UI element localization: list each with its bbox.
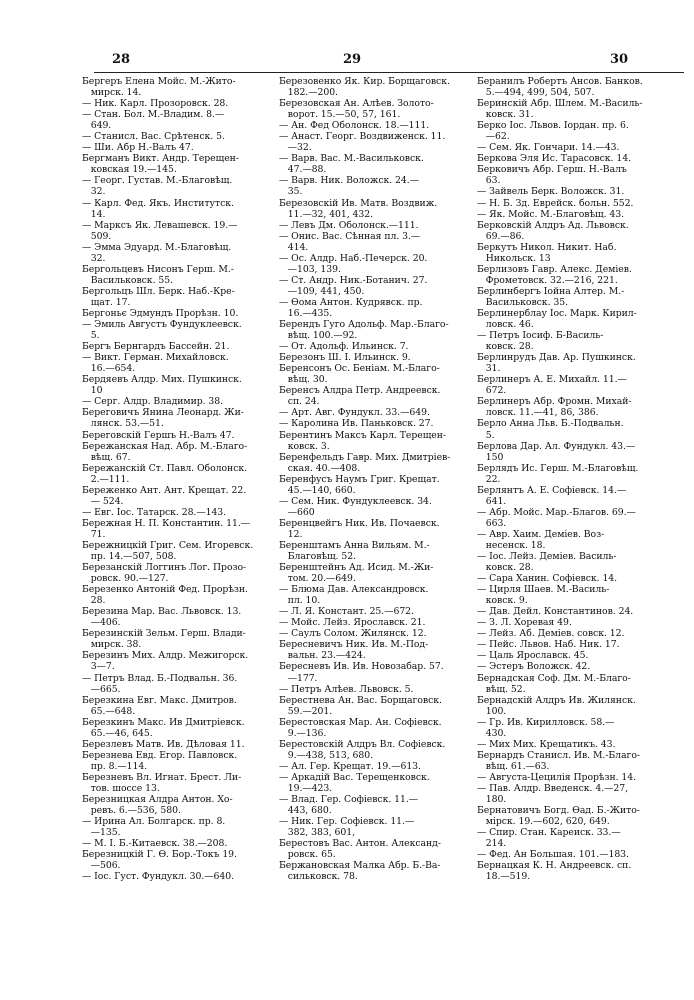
directory-entry-line: — Гр. Ив. Кирилловск. 58.— (477, 716, 615, 728)
directory-entry-line: — Пейс. Львов. Наб. Ник. 17. (477, 639, 620, 651)
directory-entry-line: пл. 10. (279, 595, 321, 607)
directory-entry-line: 180. (477, 794, 507, 806)
directory-entry-line: Берко Іос. Львов. Іордан. пр. 6. (477, 120, 629, 132)
directory-entry-line: 71. (82, 528, 106, 540)
directory-entry-line: ковск. 31. (477, 109, 534, 121)
directory-entry-line: — Мойс. Лейз. Ярославск. 21. (279, 617, 426, 629)
directory-entry-line: — Спир. Стан. Кареиск. 33.— (477, 827, 621, 839)
directory-entry-line: Берестовъ Вас. Антон. Александ- (279, 838, 441, 850)
directory-entry-line: 430. (477, 727, 507, 739)
directory-entry-line: Беренштейнъ Ад. Исид. М.-Жи- (279, 562, 434, 574)
directory-entry-line: — Ник. Гер. Софіевск. 11.— (279, 816, 415, 828)
directory-entry-line: Бережанскій Ст. Павл. Оболонск. (82, 462, 248, 474)
directory-entry-line: Берковскій Алдръ Ад. Львовск. (477, 219, 629, 231)
directory-entry-line: ревъ. 6.—536, 580. (82, 805, 181, 817)
directory-entry-line: — М. І. Б.-Китаевск. 38.—208. (82, 838, 228, 850)
directory-entry-line: Беренфельдъ Гавр. Мих. Дмитріев- (279, 451, 451, 463)
directory-entry-line: Бернадская Соф. Дм. М.-Благо- (477, 672, 631, 684)
directory-entry-line: Беркова Эля Ис. Тарасовск. 14. (477, 153, 631, 165)
directory-entry-line: 2.—111. (82, 473, 130, 485)
directory-entry-line: — Карл. Фед. Якъ. Институтск. (82, 197, 234, 209)
directory-entry-line: — Іос. Лейз. Деміев. Василь- (477, 551, 617, 563)
directory-entry-line: — Петръ Влад. Б.-Подвальн. 36. (82, 672, 238, 684)
directory-entry-line: 182.—200. (279, 87, 338, 99)
directory-entry-line: — Зайвель Берк. Воложск. 31. (477, 186, 625, 198)
directory-entry-line: Береговскій Гершъ Н.-Валъ 47. (82, 429, 235, 441)
directory-entry-line: ловск. 46. (477, 319, 534, 331)
directory-entry-line: Никольск. 13 (477, 252, 551, 264)
header-rule (94, 72, 684, 73)
directory-entry-line: — Эмиль Августъ Фундуклеевск. (82, 319, 242, 331)
directory-entry-line: — Ши. Абр Н.-Валъ 47. (82, 142, 194, 154)
directory-entry-line: 11.—32, 401, 432. (279, 208, 374, 220)
directory-entry-line: Березнева Евд. Егор. Павловск. (82, 749, 238, 761)
directory-entry-line: Березинъ Мих. Алдр. Межигорск. (82, 650, 249, 662)
directory-entry-line: — Цаль Ярославск. 45. (477, 650, 589, 662)
directory-entry-line: Бергольцевъ Нисонъ Герш. М.- (82, 263, 234, 275)
directory-entry-line: — Ос. Алдр. Наб.-Печерск. 20. (279, 252, 428, 264)
directory-entry-line: 31. (477, 363, 501, 375)
directory-entry-line: сильковск. 78. (279, 871, 358, 883)
directory-entry-line: Берентинъ Максъ Карл. Терещен- (279, 429, 446, 441)
directory-entry-line: — Каролина Ив. Паньковск. 27. (279, 418, 434, 430)
directory-entry-line: —177. (279, 672, 318, 684)
page-number-center: 29 (343, 52, 362, 67)
directory-entry-line: Бергъ Бернгардъ Бассейн. 21. (82, 341, 230, 353)
directory-entry-line: Березовская Ан. Алѣев. Золото- (279, 98, 434, 110)
directory-entry-line: Березовенко Як. Кир. Борщаговск. (279, 76, 450, 87)
directory-entry-line: 5. (82, 330, 100, 342)
directory-entry-line: — Анаст. Георг. Воздвиженск. 11. (279, 131, 446, 143)
directory-entry-line: Берлинбергъ Іойна Алтер. М.- (477, 285, 625, 297)
directory-entry-line: — Арт. Авг. Фундукл. 33.—649. (279, 407, 430, 419)
directory-entry-line: 414. (279, 241, 309, 253)
directory-entry-line: Берлинеръ А. Е. Михайл. 11.— (477, 374, 627, 386)
directory-entry-line: — Саулъ Солом. Жилянск. 12. (279, 628, 427, 640)
directory-entry-line: — Пав. Алдр. Введенск. 4.—27, (477, 783, 629, 794)
directory-entry-line: Берестовская Мар. Ан. Софіевск. (279, 716, 442, 728)
directory-entry-line: Бернацкая К. Н. Андреевск. сп. (477, 860, 632, 872)
directory-entry-line: — Сем. Як. Гончари. 14.—43. (477, 142, 620, 154)
directory-entry-line: —660 (279, 506, 315, 518)
directory-entry-line: 10 (82, 385, 103, 397)
directory-entry-line: —103, 139. (279, 263, 341, 275)
directory-entry-line: 9.—438, 513, 680. (279, 749, 374, 761)
directory-entry-line: — Петръ Алѣев. Львовск. 5. (279, 683, 414, 695)
directory-entry-line: — Ан. Фед Оболонск. 18.—111. (279, 120, 430, 132)
directory-entry-line: мірск. 19.—602, 620, 649. (477, 816, 610, 828)
directory-entry-line: ковск. 28. (477, 341, 534, 353)
directory-entry-line: — Ирина Ал. Болгарск. пр. 8. (82, 816, 226, 828)
directory-entry-line: Бергманъ Викт. Андр. Терещен- (82, 153, 239, 165)
directory-entry-line: 65.—46, 645. (82, 727, 153, 739)
directory-entry-line: —62. (477, 131, 510, 143)
directory-entry-line: — Серг. Алдр. Владимир. 38. (82, 396, 224, 408)
directory-entry-line: ковск. 28. (477, 562, 534, 574)
directory-entry-line: 14. (82, 208, 106, 220)
directory-entry-line: мирск. 14. (82, 87, 142, 99)
directory-entry-line: — Варв. Ник. Воложск. 24.— (279, 175, 419, 187)
page-number-left: 28 (112, 52, 131, 67)
directory-entry-line: —135. (82, 827, 121, 839)
directory-entry-line: 649. (82, 120, 112, 132)
directory-entry-line: — Блюма Дав. Александровск. (279, 584, 429, 596)
directory-entry-line: Васильковск. 35. (477, 296, 569, 308)
directory-entry-line: — 524. (82, 495, 124, 507)
directory-entry-line: Бержановская Малка Абр. Б.-Ва- (279, 860, 441, 872)
directory-entry-line: 69.—86. (477, 230, 525, 242)
directory-entry-line: — Сем. Ник. Фундуклеевск. 34. (279, 495, 432, 507)
directory-entry-line: лянск. 53.—51. (82, 418, 164, 430)
directory-entry-line: — Стан. Бол. М.-Владим. 8.— (82, 109, 225, 121)
directory-entry-line: Березинскій Зельм. Герш. Влади- (82, 628, 246, 640)
directory-entry-line: 18.—519. (477, 871, 531, 883)
directory-entry-line: — Сара Ханин. Софіевск. 14. (477, 573, 618, 585)
directory-entry-line: Берлинрудъ Дав. Ар. Пушкинск. (477, 352, 636, 364)
directory-entry-line: Берло Анна Льв. Б.-Подвальн. (477, 418, 624, 430)
directory-entry-line: Берлянтъ А. Е. Софіевск. 14.— (477, 484, 627, 496)
directory-entry-line: — Онис. Вас. Сѣнная пл. 3.— (279, 230, 421, 242)
directory-entry-line: Березлевъ Матв. Ив. Дѣловая 11. (82, 738, 245, 750)
directory-entry-line: Беренцвейгъ Ник. Ив. Почаевск. (279, 517, 440, 529)
directory-entry-line: Берлинерблау Іос. Марк. Кирил- (477, 307, 637, 319)
directory-entry-line: Берестнева Ан. Вас. Борщаговск. (279, 694, 442, 706)
directory-entry-line: вѣщ. 52. (477, 683, 526, 695)
directory-entry-line: Березкина Евг. Макс. Дмитров. (82, 694, 237, 706)
directory-entry-line: Березина Мар. Вас. Львовск. 13. (82, 606, 242, 618)
directory-entry-line: — Як. Мойс. М.-Благовѣщ. 43. (477, 208, 625, 220)
directory-entry-line: Бересневичъ Ник. Ив. М.-Под- (279, 639, 429, 651)
directory-entry-line: Берендъ Гуго Адольф. Мар.-Благо- (279, 319, 449, 331)
page-number-right: 30 (610, 52, 629, 67)
directory-entry-line: — Влад. Гер. Софіевск. 11.— (279, 794, 419, 806)
directory-entry-line: — Н. Б. Зд. Еврейск. больн. 552. (477, 197, 634, 209)
directory-entry-line: Березневъ Вл. Игнат. Брест. Ли- (82, 771, 242, 783)
directory-entry-line: пр. 14.—507, 508. (82, 551, 177, 563)
directory-entry-line: 382, 383, 601, (279, 827, 356, 839)
directory-entry-line: 65.—648. (82, 705, 136, 717)
directory-entry-line: 32. (82, 186, 106, 198)
directory-entry-line: 59.—201. (279, 705, 333, 717)
directory-entry-line: — Августа-Цецилія Прорѣзн. 14. (477, 771, 637, 783)
directory-entry-line: Васильковск. 55. (82, 274, 174, 286)
directory-entry-line: 9.—136. (279, 727, 327, 739)
directory-entry-line: Березовскій Ив. Матв. Воздвиж. (279, 197, 438, 209)
column-left (82, 76, 274, 882)
directory-entry-line: Березенко Антоній Фед. Прорѣзн. (82, 584, 248, 596)
directory-entry-line: —506. (82, 860, 121, 872)
directory-entry-line: Бережницкій Григ. Сем. Игоревск. (82, 539, 254, 551)
directory-entry-line: вѣщ. 100.—92. (279, 330, 358, 342)
directory-entry-line: — Эмма Эдуард. М.-Благовѣщ. (82, 241, 232, 253)
directory-entry-line: 150 (477, 451, 504, 463)
column-right (477, 76, 669, 882)
directory-entry-line: 28. (82, 595, 106, 607)
directory-entry-line: Бергоньє Эдмундъ Прорѣзн. 10. (82, 307, 239, 319)
directory-entry-line: — Аркадій Вас. Терещенковск. (279, 771, 430, 783)
directory-entry-line: ковск. 9. (477, 595, 528, 607)
directory-entry-line: 47.—88. (279, 164, 327, 176)
directory-entry-line: — З. Л. Хоревая 49. (477, 617, 572, 629)
directory-entry-line: — Фед. Ан Большая. 101.—183. (477, 849, 629, 861)
directory-entry-line: Берковичъ Абр. Герш. Н.-Валъ (477, 164, 627, 176)
directory-entry-line: Беренфусъ Наумъ Григ. Крещат. (279, 473, 440, 485)
directory-entry-line: — Варв. Вас. М.-Васильковск. (279, 153, 424, 165)
directory-entry-line: 509. (82, 230, 112, 242)
directory-entry-line: 443, 680. (279, 805, 332, 817)
directory-entry-line: вѣщ. 30. (279, 374, 328, 386)
directory-entry-line: Бергольцъ Шл. Берк. Наб.-Кре- (82, 285, 235, 297)
directory-entry-line: — Абр. Мойс. Мар.-Благов. 69.— (477, 506, 636, 518)
directory-entry-line: — Мих Мих. Крещатикъ. 43. (477, 738, 616, 750)
directory-entry-line: — Петръ Іосиф. Б-Василь- (477, 330, 604, 342)
directory-entry-line: — Цирля Шаев. М.-Василь- (477, 584, 610, 596)
directory-entry-line: — Лейз. Аб. Деміев. совск. 12. (477, 628, 625, 640)
directory-entry-line: — Л. Я. Констант. 25.—672. (279, 606, 414, 618)
directory-entry-line: — Авр. Хаим. Деміев. Воз- (477, 528, 605, 540)
directory-entry-line: — Ст. Андр. Ник.-Ботанич. 27. (279, 274, 428, 286)
directory-entry-line: вальн. 23.—424. (279, 650, 366, 662)
directory-entry-line: — Левъ Дм. Оболонск.—111. (279, 219, 419, 231)
directory-entry-line: — Георг. Густав. М.-Благовѣщ. (82, 175, 233, 187)
directory-entry-line: Беркутъ Никол. Никит. Наб. (477, 241, 617, 253)
directory-entry-line: Бергеръ Елена Мойс. М.-Жито- (82, 76, 236, 87)
directory-entry-line: ровск. 65. (279, 849, 336, 861)
directory-entry-line: Бердяевъ Алдр. Мих. Пушкинск. (82, 374, 242, 386)
directory-entry-line: Березницкій Г. Ѳ. Бор.-Токъ 19. (82, 849, 237, 861)
directory-entry-line: — Іос. Густ. Фундукл. 30.—640. (82, 871, 235, 883)
directory-entry-line: Бернадскій Алдръ Ив. Жилянск. (477, 694, 636, 706)
directory-entry-line: 641. (477, 495, 507, 507)
directory-entry-line: — Викт. Герман. Михайловск. (82, 352, 229, 364)
directory-entry-line: Береговичъ Янина Леонард. Жи- (82, 407, 244, 419)
directory-entry-line: — Марксъ Як. Левашевск. 19.— (82, 219, 238, 231)
directory-entry-line: Бернардъ Станисл. Ив. М.-Благо- (477, 749, 640, 761)
directory-entry-line: Березонъ Ш. І. Ильинск. 9. (279, 352, 411, 364)
directory-entry-line: ковская 19.—145. (82, 164, 177, 176)
directory-entry-line: Бережная Н. П. Константин. 11.— (82, 517, 250, 529)
directory-entry-line: ская. 40.—408. (279, 462, 361, 474)
directory-entry-line: 45.—140, 660. (279, 484, 356, 496)
directory-entry-line: том. 20.—649. (279, 573, 356, 585)
directory-entry-line: — От. Адольф. Ильинск. 7. (279, 341, 409, 353)
directory-entry-line: Берлова Дар. Ал. Фундукл. 43.— (477, 440, 636, 452)
directory-entry-line: — Ник. Карл. Прозоровск. 28. (82, 98, 229, 110)
directory-entry-line: Береженко Ант. Ант. Крещат. 22. (82, 484, 247, 496)
directory-entry-line: — Евг. Іос. Татарск. 28.—143. (82, 506, 227, 518)
directory-entry-line: тов. шоссе 13. (82, 783, 160, 794)
directory-entry-line: несенск. 18. (477, 539, 546, 551)
column-middle (279, 76, 471, 882)
directory-entry-line: 5.—494, 499, 504, 507. (477, 87, 595, 99)
directory-entry-line: 19.—423. (279, 783, 333, 794)
directory-entry-line: 12. (279, 528, 303, 540)
directory-entry-line: Беренсонъ Ос. Беніам. М.-Благо- (279, 363, 440, 375)
directory-entry-line: Березкинъ Макс. Ив Дмитріевск. (82, 716, 245, 728)
directory-entry-line: Благовѣщ. 52. (279, 551, 356, 563)
directory-entry-line: мирск. 38. (82, 639, 142, 651)
directory-entry-line: 5. (477, 429, 495, 441)
directory-entry-line: — Дав. Дейл. Константинов. 24. (477, 606, 634, 618)
directory-entry-line: 32. (82, 252, 106, 264)
directory-entry-line: —665. (82, 683, 121, 695)
directory-entry-line: Бережанская Над. Абр. М.-Благо- (82, 440, 248, 452)
directory-entry-line: Берлядъ Ис. Герш. М.-Благовѣщ. (477, 462, 639, 474)
directory-entry-line: 16.—654. (82, 363, 136, 375)
directory-entry-line: ковск. 3. (279, 440, 330, 452)
directory-entry-line: ворот. 15.—50, 57, 161. (279, 109, 401, 121)
directory-entry-line: пр. 8.—114. (82, 760, 148, 772)
directory-entry-line: 63. (477, 175, 501, 187)
directory-entry-line: — Ал. Гер. Крещат. 19.—613. (279, 760, 421, 772)
directory-entry-line: Березницкая Алдра Антон. Хо- (82, 794, 233, 806)
directory-entry-line: ровск. 90.—127. (82, 573, 169, 585)
directory-entry-line: Берлизовъ Гавр. Алекс. Деміев. (477, 263, 632, 275)
directory-entry-line: Беренсъ Алдра Петр. Андреевск. (279, 385, 441, 397)
directory-entry-line: Фрометовск. 32.—216, 221. (477, 274, 618, 286)
directory-entry-line: Берлинеръ Абр. Фромн. Михай- (477, 396, 632, 408)
directory-entry-line: — Эстеръ Воложск. 42. (477, 661, 591, 673)
directory-entry-line: —32. (279, 142, 312, 154)
directory-entry-line: Беранилъ Робертъ Ансов. Банков. (477, 76, 643, 87)
directory-entry-line: Бересневъ Ив. Ив. Новозабар. 57. (279, 661, 444, 673)
directory-entry-line: Беренштамъ Анна Вильям. М.- (279, 539, 430, 551)
directory-entry-line: вѣщ. 61.—63. (477, 760, 550, 772)
directory-entry-line: вѣщ. 67. (82, 451, 131, 463)
directory-entry-line: — Ѳома Антон. Кудрявск. пр. (279, 296, 423, 308)
directory-entry-line: 100. (477, 705, 507, 717)
directory-entry-line: 22. (477, 473, 501, 485)
directory-entry-line: ловск. 11.—41, 86, 386. (477, 407, 599, 419)
directory-entry-line: 3—7. (82, 661, 115, 673)
directory-entry-line: —406. (82, 617, 121, 629)
directory-entry-line: 16.—435. (279, 307, 333, 319)
directory-entry-line: 214. (477, 838, 507, 850)
directory-entry-line: Бернатовичъ Богд. Ѳад. Б.-Жито- (477, 805, 640, 817)
directory-entry-line: щат. 17. (82, 296, 131, 308)
directory-entry-line: Березанскій Логгинъ Лог. Прозо- (82, 562, 247, 574)
directory-entry-line: 663. (477, 517, 507, 529)
directory-entry-line: 35. (279, 186, 303, 198)
directory-entry-line: —109, 441, 450. (279, 285, 365, 297)
directory-entry-line: — Станисл. Вас. Срѣтенск. 5. (82, 131, 225, 143)
directory-entry-line: Беринскій Абр. Шлем. М.-Василь- (477, 98, 643, 110)
directory-entry-line: 672. (477, 385, 507, 397)
directory-entry-line: Берестовскій Алдръ Вл. Софіевск. (279, 738, 446, 750)
directory-entry-line: сп. 24. (279, 396, 320, 408)
